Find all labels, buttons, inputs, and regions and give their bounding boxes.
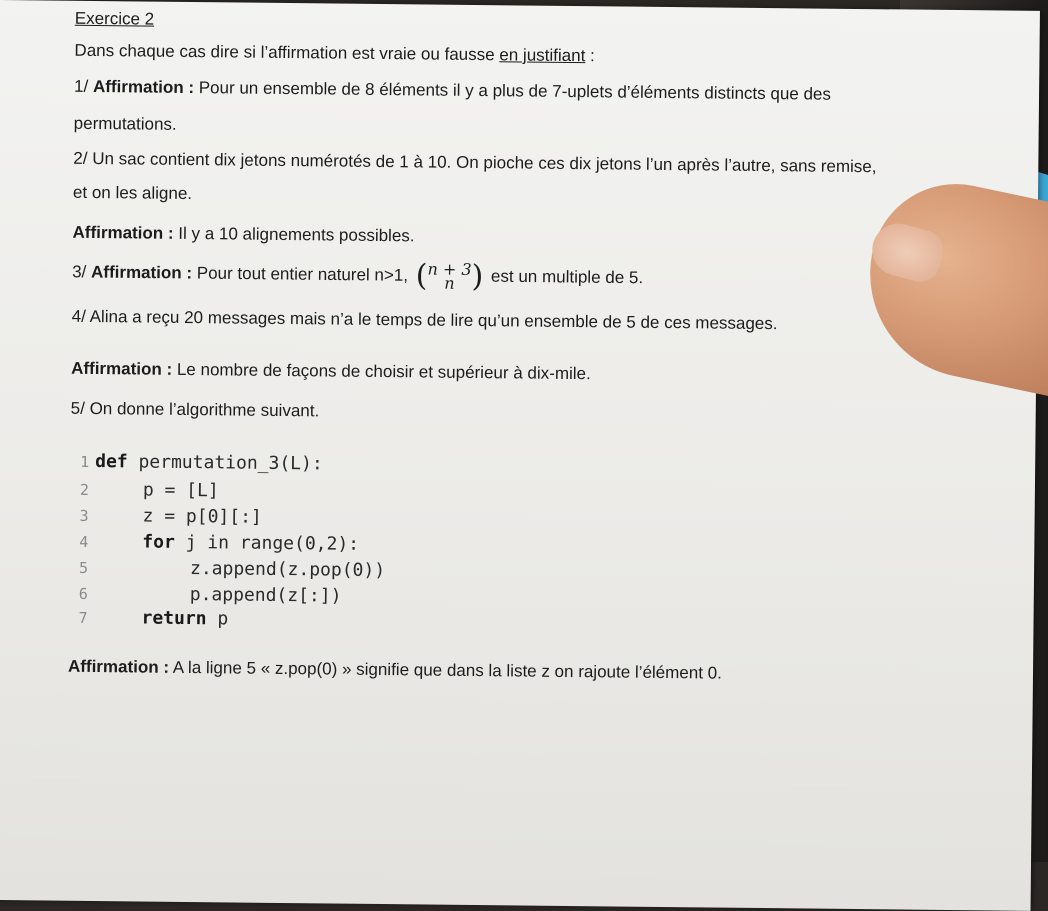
line-number: 4 — [79, 532, 89, 551]
intro-text: Dans chaque cas dire si l’affirmation est vraie ou fausse — [74, 40, 500, 65]
q2-line2: et on les aligne. — [72, 182, 193, 204]
q3-label: Affirmation : — [90, 262, 193, 283]
code-line-4 — [142, 532, 359, 555]
q1-line1 — [74, 77, 831, 105]
q2-aff-label: Affirmation : — [72, 222, 174, 243]
q2-affirmation — [72, 223, 414, 247]
q1-text: Pour un ensemble de 8 éléments il y a plus de 7-uplets d’éléments distincts que des — [193, 78, 832, 104]
q1-line2: permutations. — [73, 113, 177, 134]
code-text: permutation_3(L): — [127, 451, 323, 475]
q2-aff-text: Il y a 10 alignements possibles. — [173, 223, 415, 246]
code-text: z = p[0][:] — [142, 505, 262, 528]
intro-underlined: en justifiant — [499, 45, 586, 66]
intro-line — [74, 41, 595, 66]
q2-line1: 2/ Un sac contient dix jetons numérotés de 1 à 10. On pioche ces dix jetons l’un après l’autre, sans remise, — [73, 148, 877, 177]
code-text: z.append(z.pop(0)) — [189, 558, 386, 582]
q3-num: 3/ — [72, 262, 92, 282]
binom-bottom: n — [444, 273, 455, 293]
q3-end: est un multiple de 5. — [486, 266, 644, 288]
line-number: 3 — [79, 506, 89, 525]
code-text: j in range(0,2): — [174, 531, 360, 555]
code-line-7 — [141, 608, 228, 630]
code-keyword: return — [141, 607, 207, 630]
q5-affirmation — [68, 657, 722, 684]
binomial-coefficient: (n + 3 n ) — [415, 258, 484, 295]
line-number: 5 — [78, 558, 89, 577]
q1-num: 1/ — [74, 76, 94, 96]
q5-aff-label: Affirmation : — [67, 656, 170, 677]
line-number: 2 — [79, 480, 89, 499]
q4-aff-label: Affirmation : — [71, 358, 173, 379]
binom-top: n + 3 — [427, 259, 472, 279]
code-text: p.append(z[:]) — [189, 584, 342, 607]
q3-text: Pour tout entier naturel n>1, — [192, 263, 413, 285]
code-line-6 — [190, 584, 342, 607]
code-line-1 — [95, 451, 323, 474]
exercise-title — [75, 9, 155, 30]
code-keyword: def — [95, 451, 128, 473]
line-number: 1 — [80, 452, 90, 471]
q3-line — [72, 259, 643, 293]
line-number: 7 — [78, 608, 88, 627]
code-keyword: for — [142, 531, 175, 553]
q4-line1: 4/ Alina a reçu 20 messages mais n’a le temps de lire qu’un ensemble de 5 de ces messages. — [71, 306, 778, 334]
code-line-3 — [142, 506, 261, 528]
q5-line1: 5/ On donne l’algorithme suivant. — [70, 398, 320, 421]
intro-end: : — [585, 46, 595, 66]
q1-label: Affirmation : — [92, 76, 195, 98]
q4-affirmation — [71, 359, 591, 384]
code-line-5 — [190, 558, 385, 581]
title-text: Exercice 2 — [74, 8, 155, 29]
code-text: p — [206, 608, 229, 630]
q4-aff-text: Le nombre de façons de choisir et supérieur à dix-mile. — [172, 359, 591, 384]
line-number: 6 — [78, 584, 88, 603]
q5-aff-text: A la ligne 5 « z.pop(0) » signifie que dans la liste z on rajoute l’élément 0. — [168, 657, 722, 683]
code-text: p = [L] — [142, 479, 219, 502]
code-line-2 — [143, 480, 219, 502]
